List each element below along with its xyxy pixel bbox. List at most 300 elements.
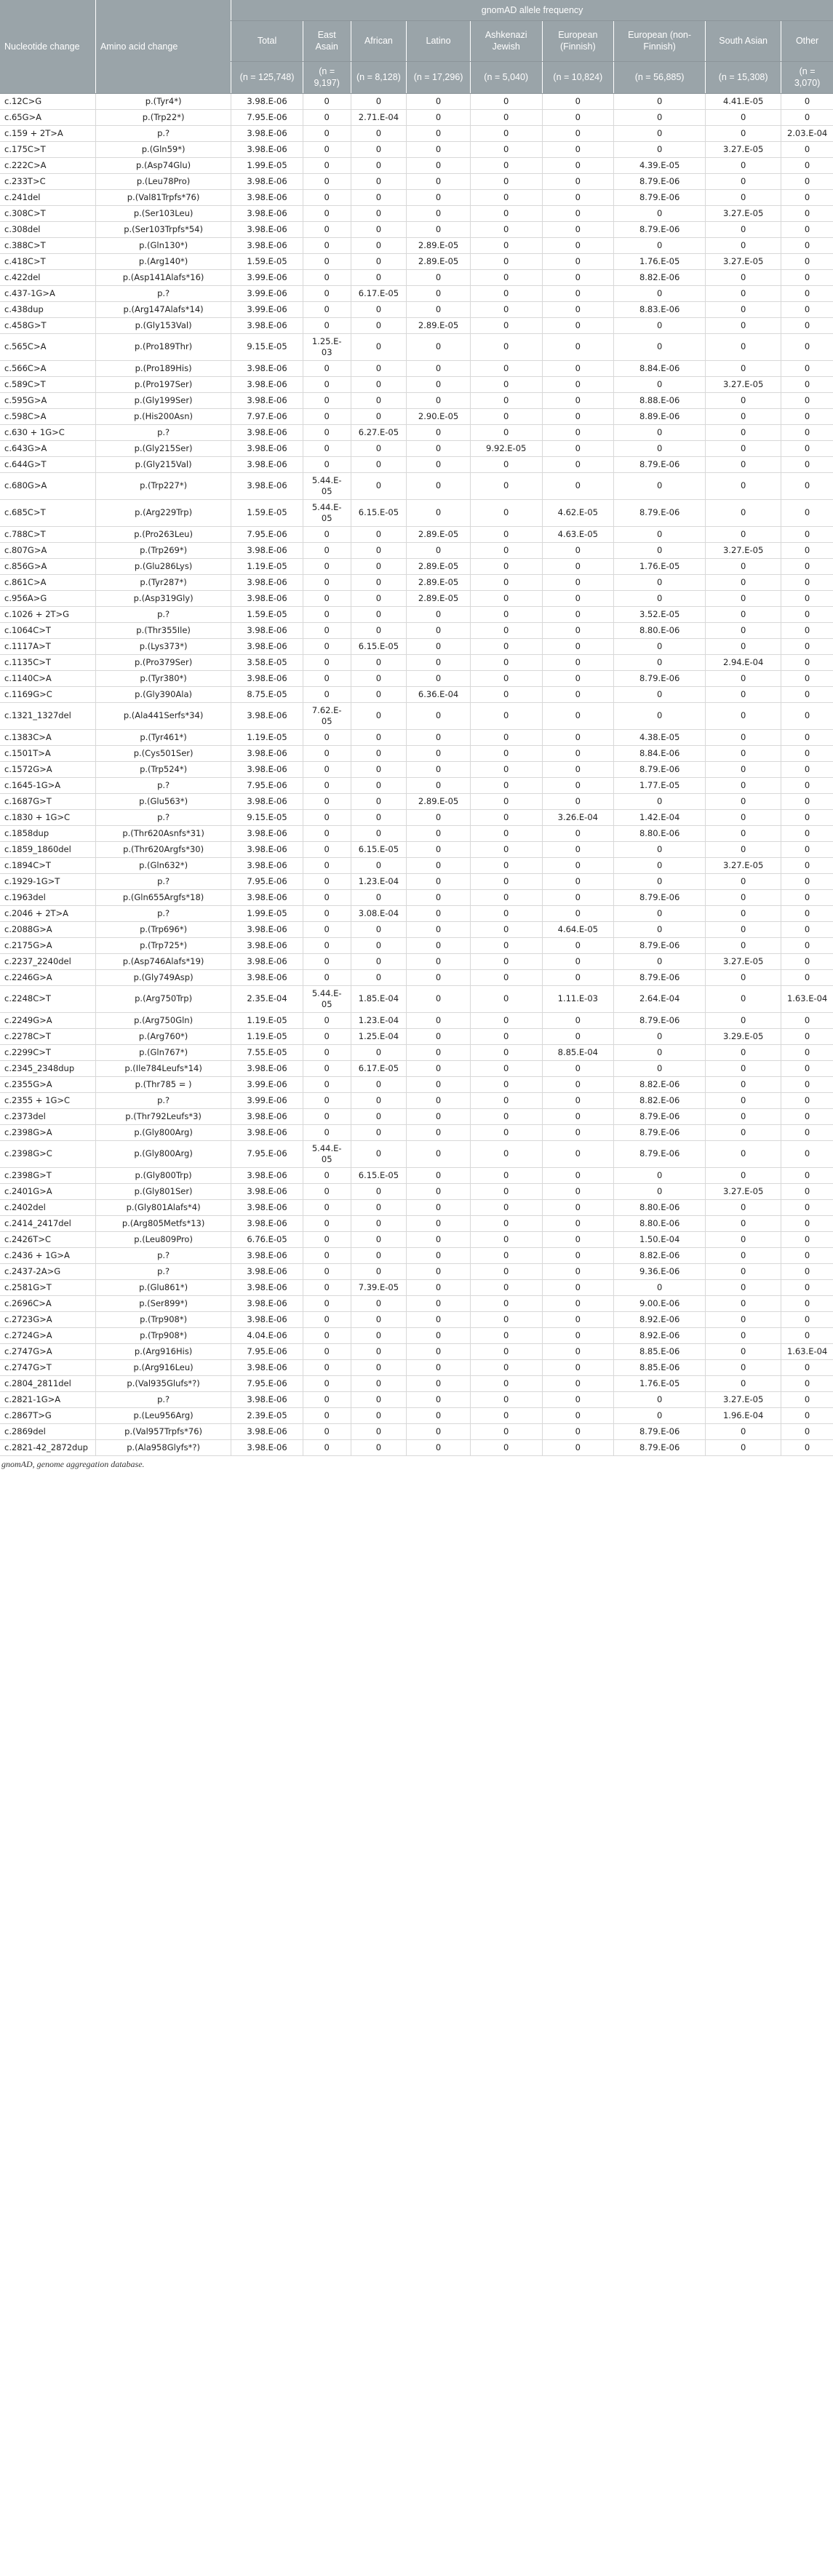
frequency-cell: 7.95.E-06: [231, 1375, 303, 1391]
frequency-cell: 0: [706, 285, 781, 301]
frequency-cell: 0: [407, 985, 471, 1012]
frequency-cell: 0: [706, 622, 781, 638]
frequency-cell: 0: [542, 1108, 614, 1124]
frequency-cell: 0: [781, 1327, 833, 1343]
frequency-cell: 0: [781, 1183, 833, 1199]
frequency-cell: 3.08.E-04: [351, 905, 407, 921]
frequency-cell: 0: [470, 1391, 542, 1407]
frequency-cell: 0: [351, 761, 407, 777]
amino-acid-change-cell: p.(Gln130*): [95, 237, 231, 253]
frequency-cell: 0: [706, 1044, 781, 1060]
nucleotide-change-cell: c.589C>T: [0, 376, 95, 392]
nucleotide-change-cell: c.2581G>T: [0, 1279, 95, 1295]
frequency-cell: 0: [407, 857, 471, 873]
frequency-cell: 0: [470, 376, 542, 392]
sample-size-header: (n = 125,748): [231, 61, 303, 93]
frequency-cell: 1.96.E-04: [706, 1407, 781, 1423]
frequency-cell: 6.15.E-05: [351, 638, 407, 654]
table-row: [0, 1124, 833, 1140]
frequency-cell: 0: [542, 173, 614, 189]
frequency-cell: 3.98.E-06: [231, 237, 303, 253]
frequency-cell: 0: [542, 408, 614, 424]
frequency-cell: 8.79.E-06: [614, 189, 706, 205]
frequency-cell: 4.38.E-05: [614, 729, 706, 745]
nucleotide-change-cell: c.2246G>A: [0, 969, 95, 985]
frequency-cell: 0: [706, 526, 781, 542]
table-row: [0, 873, 833, 889]
frequency-cell: 8.79.E-06: [614, 1108, 706, 1124]
nucleotide-change-cell: c.2355G>A: [0, 1076, 95, 1092]
frequency-cell: 0: [706, 499, 781, 526]
table-row: [0, 937, 833, 953]
nucleotide-change-cell: c.222C>A: [0, 157, 95, 173]
table-row: [0, 424, 833, 440]
frequency-cell: 3.27.E-05: [706, 1183, 781, 1199]
frequency-cell: 0: [614, 1167, 706, 1183]
frequency-cell: 0: [706, 1343, 781, 1359]
frequency-cell: 0: [781, 93, 833, 109]
frequency-cell: 0: [781, 1028, 833, 1044]
frequency-cell: 0: [614, 921, 706, 937]
frequency-cell: 0: [470, 301, 542, 317]
table-row: [0, 1279, 833, 1295]
frequency-cell: 0: [351, 157, 407, 173]
frequency-cell: 0: [407, 841, 471, 857]
frequency-cell: 0: [781, 109, 833, 125]
frequency-cell: 0: [542, 125, 614, 141]
table-row: [0, 841, 833, 857]
frequency-cell: 0: [470, 1012, 542, 1028]
frequency-cell: 8.80.E-06: [614, 622, 706, 638]
frequency-cell: 0: [351, 793, 407, 809]
amino-acid-change-cell: p.?: [95, 1263, 231, 1279]
sample-size-header: (n = 9,197): [303, 61, 351, 93]
frequency-cell: 8.79.E-06: [614, 1012, 706, 1028]
nucleotide-change-cell: c.2723G>A: [0, 1311, 95, 1327]
frequency-cell: 0: [470, 221, 542, 237]
amino-acid-change-cell: p.(Trp908*): [95, 1311, 231, 1327]
column-header: European (Finnish): [542, 20, 614, 61]
frequency-cell: 0: [470, 1140, 542, 1167]
frequency-cell: 0: [470, 857, 542, 873]
nucleotide-change-cell: c.1064C>T: [0, 622, 95, 638]
frequency-cell: 0: [781, 1311, 833, 1327]
amino-acid-change-cell: p.(Ala441Serfs*34): [95, 702, 231, 729]
frequency-cell: 0: [470, 424, 542, 440]
amino-acid-change-cell: p.(Glu563*): [95, 793, 231, 809]
frequency-cell: 0: [303, 1263, 351, 1279]
frequency-cell: 0: [407, 889, 471, 905]
frequency-cell: 0: [407, 1423, 471, 1439]
frequency-cell: 0: [781, 189, 833, 205]
frequency-cell: 7.95.E-06: [231, 873, 303, 889]
frequency-cell: 0: [781, 745, 833, 761]
frequency-cell: 3.27.E-05: [706, 857, 781, 873]
nucleotide-change-cell: c.1645-1G>A: [0, 777, 95, 793]
frequency-cell: 0: [303, 793, 351, 809]
frequency-cell: 0: [351, 574, 407, 590]
frequency-cell: 3.98.E-06: [231, 360, 303, 376]
frequency-cell: 0: [407, 622, 471, 638]
frequency-cell: 0: [303, 921, 351, 937]
frequency-cell: 0: [781, 841, 833, 857]
frequency-cell: 0: [706, 1215, 781, 1231]
frequency-cell: 0: [706, 670, 781, 686]
frequency-cell: 1.63.E-04: [781, 1343, 833, 1359]
frequency-cell: 0: [351, 1183, 407, 1199]
frequency-cell: 0: [706, 1124, 781, 1140]
frequency-cell: 0: [781, 1279, 833, 1295]
frequency-cell: 0: [781, 1199, 833, 1215]
frequency-cell: 8.79.E-06: [614, 1124, 706, 1140]
frequency-cell: 0: [303, 654, 351, 670]
frequency-cell: 2.39.E-05: [231, 1407, 303, 1423]
frequency-cell: 0: [706, 1092, 781, 1108]
frequency-cell: 8.80.E-06: [614, 1199, 706, 1215]
frequency-cell: 0: [781, 1215, 833, 1231]
frequency-cell: 0: [407, 1012, 471, 1028]
table-row: [0, 1327, 833, 1343]
frequency-cell: 0: [781, 253, 833, 269]
frequency-cell: 0: [351, 1343, 407, 1359]
frequency-cell: 3.98.E-06: [231, 93, 303, 109]
frequency-cell: 7.95.E-06: [231, 109, 303, 125]
frequency-cell: 3.98.E-06: [231, 670, 303, 686]
frequency-cell: 3.98.E-06: [231, 1247, 303, 1263]
table-row: [0, 825, 833, 841]
amino-acid-change-cell: p.(Gly199Ser): [95, 392, 231, 408]
frequency-cell: 0: [781, 1359, 833, 1375]
table-row: [0, 542, 833, 558]
frequency-cell: 0: [614, 542, 706, 558]
frequency-cell: 0: [781, 937, 833, 953]
frequency-cell: 0: [470, 253, 542, 269]
nucleotide-change-cell: c.1858dup: [0, 825, 95, 841]
sample-size-header: (n = 3,070): [781, 61, 833, 93]
amino-acid-change-cell: p.(Lys373*): [95, 638, 231, 654]
frequency-cell: 0: [303, 1391, 351, 1407]
nucleotide-change-cell: c.1501T>A: [0, 745, 95, 761]
frequency-cell: 0: [542, 761, 614, 777]
frequency-cell: 0: [470, 333, 542, 360]
frequency-cell: 0: [781, 1263, 833, 1279]
frequency-cell: 0: [470, 809, 542, 825]
frequency-cell: 0: [407, 1092, 471, 1108]
frequency-cell: 0: [303, 686, 351, 702]
table-row: [0, 745, 833, 761]
frequency-cell: 8.79.E-06: [614, 221, 706, 237]
frequency-cell: 0: [351, 558, 407, 574]
frequency-cell: 0: [303, 638, 351, 654]
frequency-cell: 0: [706, 1311, 781, 1327]
frequency-cell: 0: [470, 686, 542, 702]
frequency-cell: 0: [614, 141, 706, 157]
frequency-cell: 0: [351, 221, 407, 237]
frequency-cell: 0: [470, 654, 542, 670]
frequency-cell: 0: [303, 392, 351, 408]
frequency-cell: 0: [542, 638, 614, 654]
table-row: [0, 1140, 833, 1167]
amino-acid-change-cell: p.(Gly800Arg): [95, 1124, 231, 1140]
frequency-cell: 0: [303, 408, 351, 424]
frequency-cell: 9.92.E-05: [470, 440, 542, 456]
frequency-cell: 0: [303, 237, 351, 253]
table-row: [0, 793, 833, 809]
frequency-cell: 0: [407, 221, 471, 237]
frequency-cell: 0: [542, 1327, 614, 1343]
amino-acid-change-cell: p.(Thr620Asnfs*31): [95, 825, 231, 841]
frequency-cell: 0: [781, 953, 833, 969]
frequency-cell: 0: [706, 440, 781, 456]
frequency-cell: 0: [407, 109, 471, 125]
frequency-cell: 8.79.E-06: [614, 173, 706, 189]
frequency-cell: 0: [614, 590, 706, 606]
frequency-cell: 1.76.E-05: [614, 253, 706, 269]
column-header: Ashkenazi Jewish: [470, 20, 542, 61]
amino-acid-change-cell: p.(Trp22*): [95, 109, 231, 125]
frequency-cell: 0: [781, 590, 833, 606]
frequency-cell: 0: [351, 141, 407, 157]
frequency-cell: 0: [407, 1439, 471, 1455]
frequency-cell: 0: [407, 937, 471, 953]
table-row: [0, 360, 833, 376]
nucleotide-change-cell: c.565C>A: [0, 333, 95, 360]
frequency-cell: 9.15.E-05: [231, 809, 303, 825]
frequency-cell: 0: [706, 1295, 781, 1311]
frequency-cell: 0: [470, 590, 542, 606]
frequency-cell: 0: [542, 1311, 614, 1327]
frequency-cell: 0: [781, 809, 833, 825]
frequency-cell: 0: [303, 317, 351, 333]
frequency-cell: 0: [470, 558, 542, 574]
frequency-cell: 6.15.E-05: [351, 1167, 407, 1183]
frequency-cell: 0: [470, 622, 542, 638]
frequency-cell: 0: [542, 1407, 614, 1423]
frequency-cell: 0: [781, 285, 833, 301]
frequency-cell: 0: [470, 205, 542, 221]
frequency-cell: 0: [470, 456, 542, 472]
frequency-cell: 0: [351, 1247, 407, 1263]
frequency-cell: 0: [470, 1279, 542, 1295]
amino-acid-change-cell: p.(Ile784Leufs*14): [95, 1060, 231, 1076]
frequency-cell: 0: [706, 269, 781, 285]
frequency-cell: 0: [542, 729, 614, 745]
nucleotide-change-cell: c.1894C>T: [0, 857, 95, 873]
frequency-cell: 2.89.E-05: [407, 590, 471, 606]
frequency-cell: 0: [781, 424, 833, 440]
frequency-cell: 0: [781, 670, 833, 686]
frequency-cell: 1.11.E-03: [542, 985, 614, 1012]
frequency-cell: 0: [303, 125, 351, 141]
frequency-cell: 3.98.E-06: [231, 1295, 303, 1311]
frequency-cell: 0: [351, 1439, 407, 1455]
amino-acid-change-cell: p.(Gln655Argfs*18): [95, 889, 231, 905]
amino-acid-change-cell: p.(Pro189His): [95, 360, 231, 376]
frequency-cell: 3.98.E-06: [231, 590, 303, 606]
frequency-cell: 3.98.E-06: [231, 841, 303, 857]
amino-acid-change-cell: p.(Arg760*): [95, 1028, 231, 1044]
table-row: [0, 1092, 833, 1108]
amino-acid-change-cell: p.(Arg147Alafs*14): [95, 301, 231, 317]
nucleotide-change-cell: c.643G>A: [0, 440, 95, 456]
frequency-cell: 0: [470, 1359, 542, 1375]
frequency-cell: 0: [407, 301, 471, 317]
table-body: [0, 93, 833, 1455]
frequency-cell: 0: [781, 408, 833, 424]
frequency-cell: 0: [470, 1439, 542, 1455]
nucleotide-change-cell: c.2869del: [0, 1423, 95, 1439]
frequency-cell: 0: [706, 1012, 781, 1028]
frequency-cell: 1.59.E-05: [231, 606, 303, 622]
frequency-cell: 6.76.E-05: [231, 1231, 303, 1247]
frequency-cell: 2.89.E-05: [407, 253, 471, 269]
frequency-cell: 3.98.E-06: [231, 1199, 303, 1215]
frequency-cell: 0: [470, 793, 542, 809]
frequency-cell: 0: [351, 1231, 407, 1247]
amino-acid-change-cell: p.(Arg140*): [95, 253, 231, 269]
table-row: [0, 969, 833, 985]
frequency-cell: 3.98.E-06: [231, 317, 303, 333]
frequency-cell: 3.52.E-05: [614, 606, 706, 622]
frequency-cell: 1.19.E-05: [231, 558, 303, 574]
frequency-cell: 0: [351, 1407, 407, 1423]
frequency-cell: 8.79.E-06: [614, 670, 706, 686]
frequency-cell: 0: [542, 670, 614, 686]
amino-acid-change-cell: p.(Ala958Glyfs*?): [95, 1439, 231, 1455]
frequency-cell: 2.89.E-05: [407, 526, 471, 542]
table-row: [0, 205, 833, 221]
frequency-cell: 1.76.E-05: [614, 1375, 706, 1391]
frequency-cell: 4.64.E-05: [542, 921, 614, 937]
frequency-cell: 0: [470, 269, 542, 285]
frequency-cell: 4.39.E-05: [614, 157, 706, 173]
table-row: [0, 729, 833, 745]
frequency-cell: 0: [706, 1359, 781, 1375]
frequency-cell: 3.99.E-06: [231, 269, 303, 285]
nucleotide-change-cell: c.680G>A: [0, 472, 95, 499]
table-footnote: gnomAD, genome aggregation database.: [1, 1458, 145, 1469]
frequency-cell: 0: [781, 777, 833, 793]
frequency-cell: 0: [470, 873, 542, 889]
frequency-cell: 0: [351, 408, 407, 424]
frequency-cell: 0: [470, 1343, 542, 1359]
frequency-cell: 0: [706, 606, 781, 622]
nucleotide-change-cell: c.630 + 1G>C: [0, 424, 95, 440]
nucleotide-change-cell: c.598C>A: [0, 408, 95, 424]
frequency-cell: 0: [351, 93, 407, 109]
frequency-cell: 0: [781, 654, 833, 670]
frequency-cell: 0: [781, 526, 833, 542]
nucleotide-change-cell: c.1383C>A: [0, 729, 95, 745]
frequency-cell: 0: [351, 317, 407, 333]
frequency-cell: 0: [542, 424, 614, 440]
table-row: [0, 654, 833, 670]
frequency-cell: 9.15.E-05: [231, 333, 303, 360]
frequency-cell: 0: [303, 873, 351, 889]
frequency-cell: 0: [542, 1215, 614, 1231]
frequency-cell: 0: [351, 1311, 407, 1327]
frequency-cell: 0: [351, 333, 407, 360]
frequency-cell: 0: [351, 1215, 407, 1231]
table-row: [0, 1295, 833, 1311]
frequency-cell: 0: [542, 590, 614, 606]
frequency-cell: 0: [542, 1140, 614, 1167]
frequency-cell: 0: [351, 269, 407, 285]
frequency-cell: 0: [781, 1423, 833, 1439]
frequency-cell: 0: [781, 221, 833, 237]
amino-acid-change-cell: p.(Gly800Trp): [95, 1167, 231, 1183]
frequency-cell: 5.44.E-05: [303, 499, 351, 526]
frequency-cell: 0: [407, 1343, 471, 1359]
frequency-cell: 0: [781, 205, 833, 221]
frequency-cell: 0: [351, 360, 407, 376]
frequency-cell: 0: [781, 761, 833, 777]
frequency-cell: 0: [781, 1140, 833, 1167]
frequency-cell: 0: [303, 1423, 351, 1439]
frequency-cell: 0: [706, 745, 781, 761]
frequency-cell: 0: [542, 686, 614, 702]
amino-acid-change-cell: p.(Gly215Ser): [95, 440, 231, 456]
frequency-cell: 0: [614, 905, 706, 921]
frequency-cell: 1.23.E-04: [351, 873, 407, 889]
frequency-cell: 5.44.E-05: [303, 472, 351, 499]
frequency-cell: 0: [470, 953, 542, 969]
frequency-cell: 0: [542, 1183, 614, 1199]
amino-acid-change-cell: p.(Trp696*): [95, 921, 231, 937]
frequency-cell: 0: [303, 109, 351, 125]
nucleotide-change-cell: c.2804_2811del: [0, 1375, 95, 1391]
frequency-cell: 0: [781, 558, 833, 574]
frequency-cell: 0: [407, 1124, 471, 1140]
nucleotide-change-cell: c.422del: [0, 269, 95, 285]
frequency-cell: 0: [407, 969, 471, 985]
table-row: [0, 1359, 833, 1375]
nucleotide-change-cell: c.2696C>A: [0, 1295, 95, 1311]
amino-acid-change-cell: p.(Trp227*): [95, 472, 231, 499]
frequency-cell: 0: [542, 905, 614, 921]
frequency-cell: 0: [781, 1092, 833, 1108]
frequency-cell: 3.98.E-06: [231, 392, 303, 408]
frequency-cell: 1.63.E-04: [781, 985, 833, 1012]
frequency-cell: 0: [351, 702, 407, 729]
nucleotide-change-cell: c.438dup: [0, 301, 95, 317]
frequency-cell: 0: [470, 777, 542, 793]
frequency-cell: 3.98.E-06: [231, 1183, 303, 1199]
nucleotide-change-cell: c.2402del: [0, 1199, 95, 1215]
table-row: [0, 1215, 833, 1231]
frequency-cell: 0: [781, 638, 833, 654]
frequency-cell: 0: [407, 729, 471, 745]
amino-acid-change-cell: p.(Ser103Trpfs*54): [95, 221, 231, 237]
frequency-cell: 0: [351, 1359, 407, 1375]
frequency-cell: 0: [542, 157, 614, 173]
frequency-cell: 0: [781, 141, 833, 157]
frequency-cell: 0: [706, 1167, 781, 1183]
frequency-cell: 3.98.E-06: [231, 456, 303, 472]
frequency-cell: 0: [407, 809, 471, 825]
frequency-cell: 4.41.E-05: [706, 93, 781, 109]
table-row: [0, 526, 833, 542]
frequency-cell: 2.89.E-05: [407, 793, 471, 809]
frequency-cell: 0: [706, 456, 781, 472]
nucleotide-change-cell: c.2248C>T: [0, 985, 95, 1012]
frequency-cell: 6.17.E-05: [351, 285, 407, 301]
frequency-cell: 8.79.E-06: [614, 456, 706, 472]
amino-acid-change-cell: p.(Gly800Arg): [95, 1140, 231, 1167]
frequency-cell: 4.04.E-06: [231, 1327, 303, 1343]
frequency-cell: 0: [407, 638, 471, 654]
frequency-cell: 9.00.E-06: [614, 1295, 706, 1311]
